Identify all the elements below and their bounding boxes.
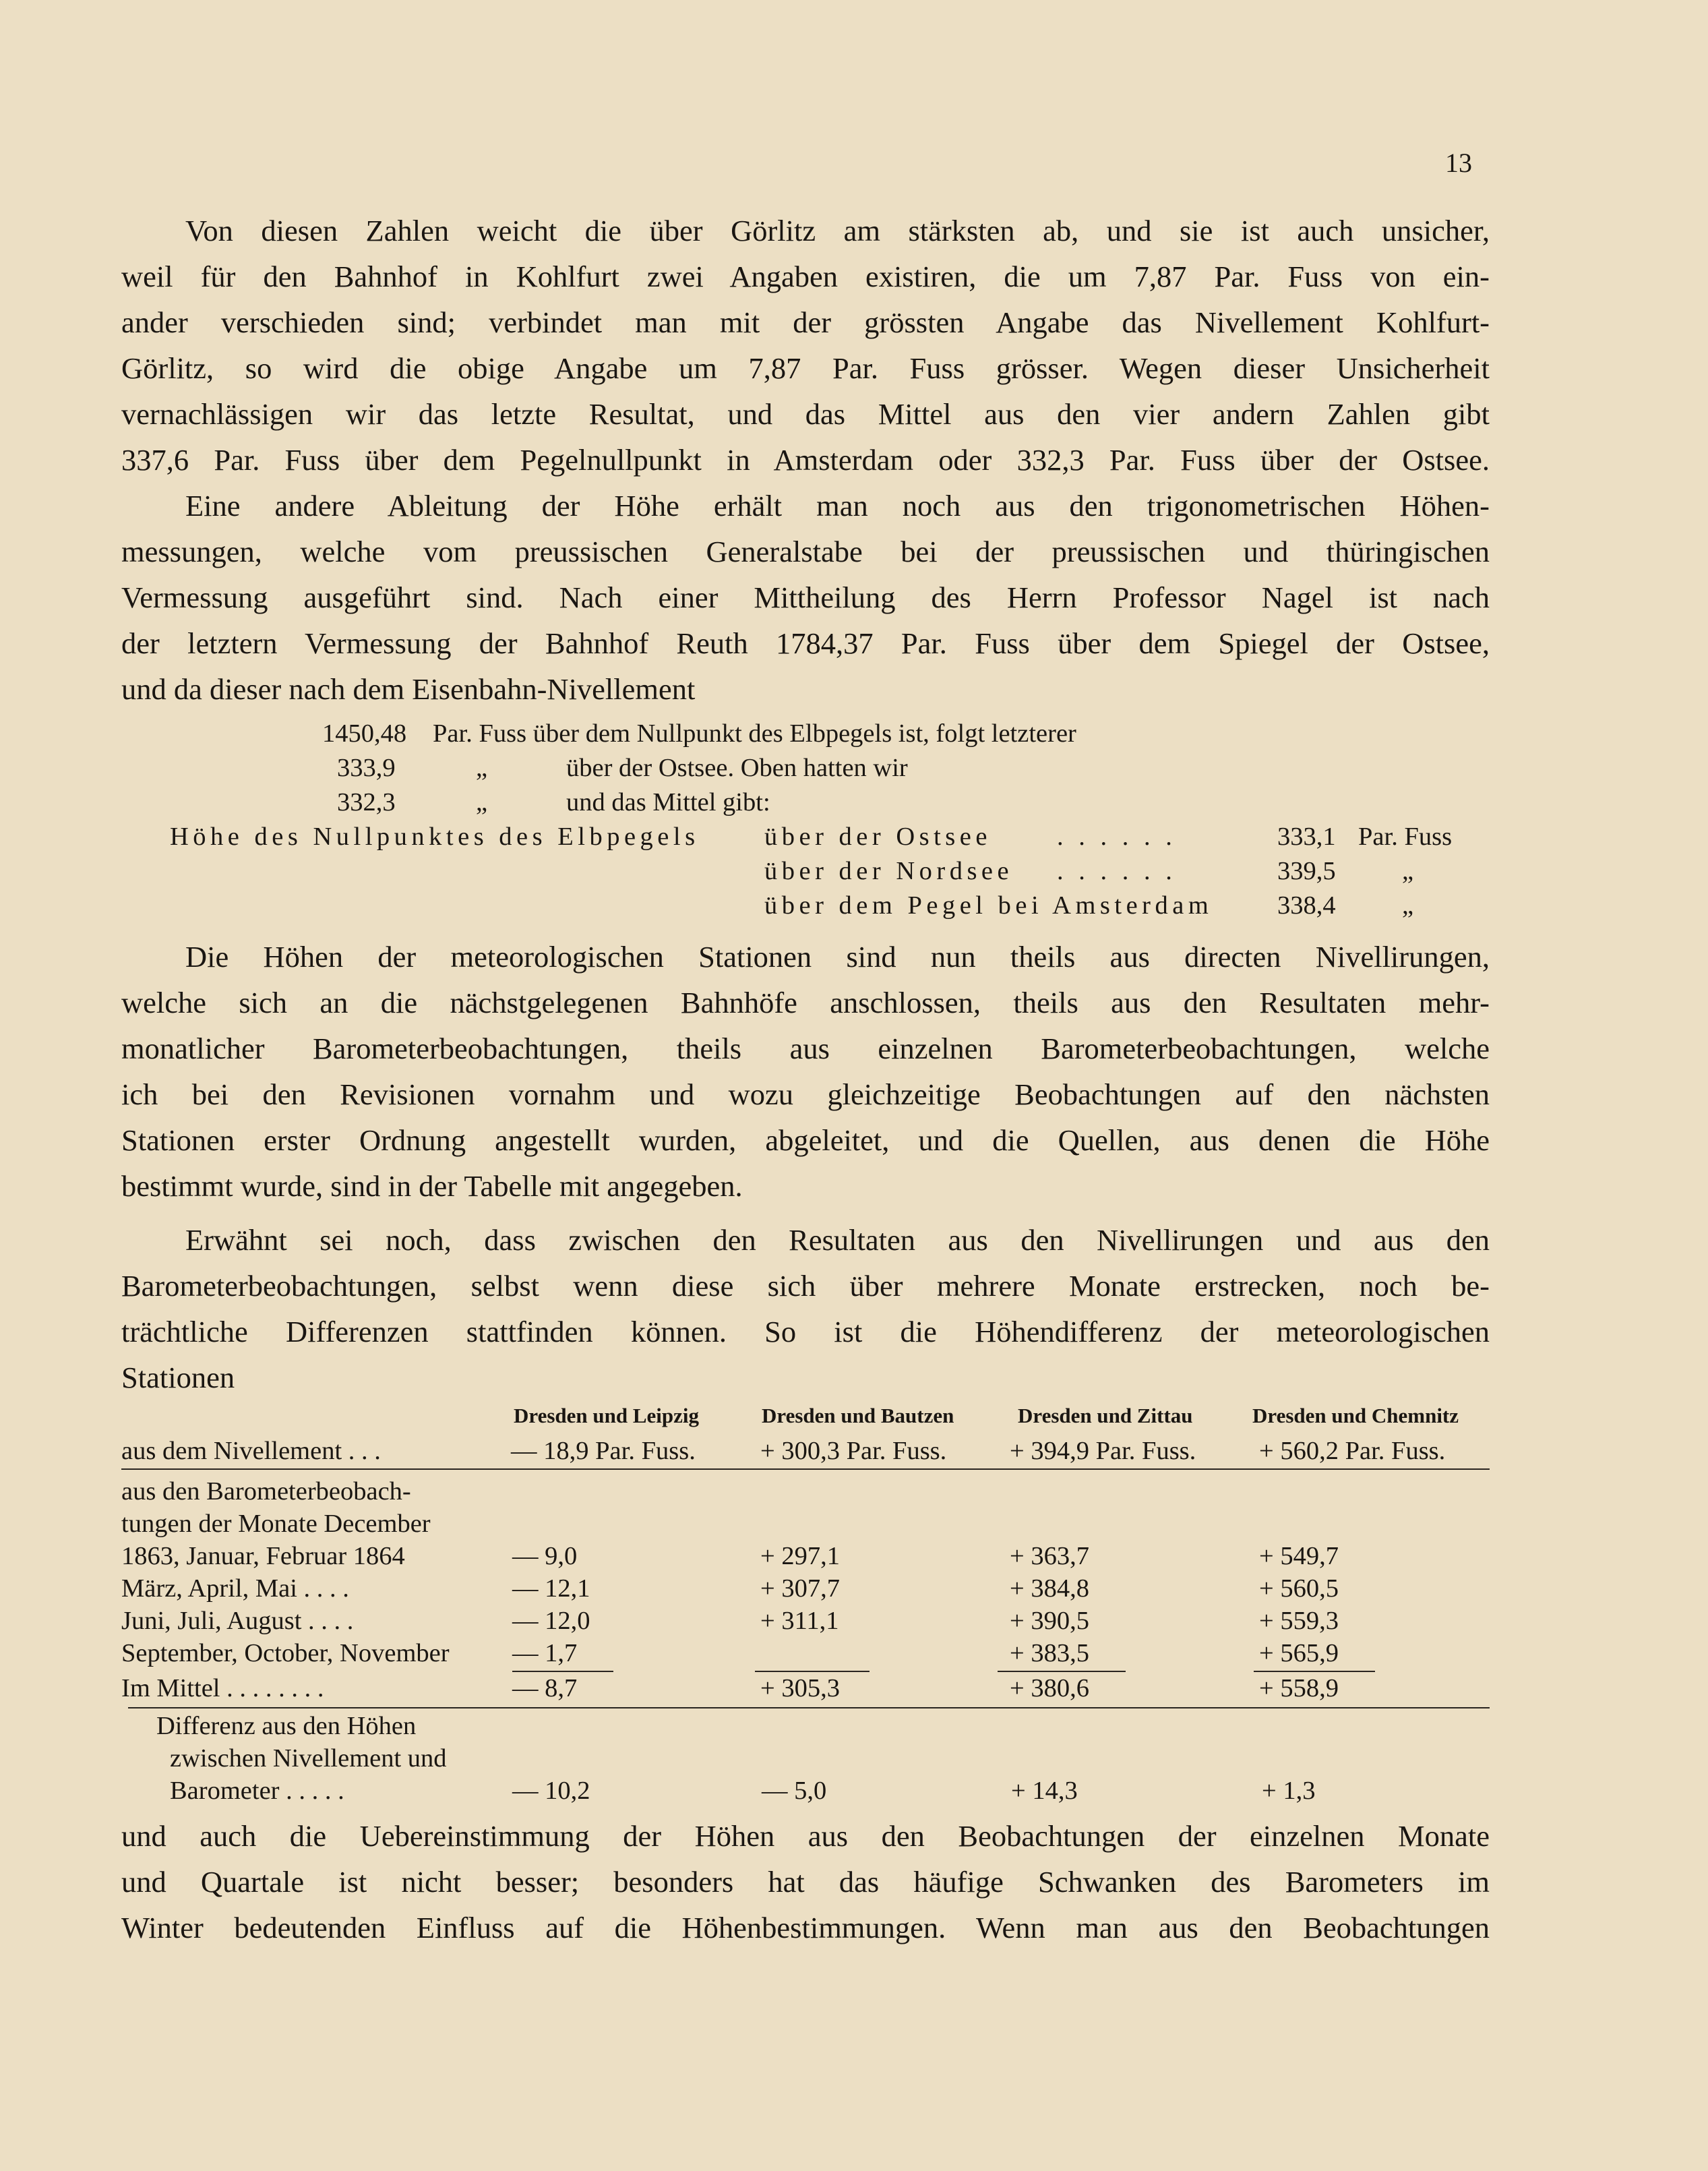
table-cell: + 560,2 Par. Fuss. <box>1259 1437 1446 1465</box>
text-line: ich bei den Revisionen vornahm und wozu gleichzeitige Beobachtungen auf den nächsten <box>121 1077 1490 1111</box>
sum-rule <box>512 1671 613 1672</box>
table-cell: + 297,1 <box>760 1542 840 1570</box>
text-line: Görlitz, so wird die obige Angabe um 7,87 Par. Fuss grösser. Wegen dieser Unsicherheit <box>121 351 1490 385</box>
table-cell: + 383,5 <box>1010 1639 1089 1667</box>
unit: Par. Fuss <box>1358 823 1453 851</box>
paragraph-4 <box>121 1217 1490 1400</box>
row-label: aus den Barometerbeobach- <box>121 1477 411 1506</box>
paragraph-1 <box>121 208 1490 483</box>
sum-rule <box>998 1671 1126 1672</box>
text-line: welche sich an die nächstgelegenen Bahnhöfe anschlossen, theils aus den Resultaten mehr- <box>121 986 1490 1019</box>
ditto-mark: „ <box>476 754 488 782</box>
paragraph-3 <box>121 934 1490 1209</box>
text-line: ander verschieden sind; verbindet man mit der grössten Angabe das Nivellement Kohlfurt- <box>121 305 1490 339</box>
hoehe-label: Höhe des Nullpunktes des Elbpegels <box>170 823 700 851</box>
table-cell: + 311,1 <box>760 1607 839 1635</box>
hoehe-value: 333,1 <box>1277 823 1336 851</box>
paragraph-5 <box>121 1813 1490 1951</box>
text-line: Die Höhen der meteorologischen Stationen sind nun theils aus directen Nivellirungen, <box>185 940 1490 974</box>
row-label: Im Mittel . . . . . . . . <box>121 1674 324 1702</box>
text-line: und Quartale ist nicht besser; besonders hat das häufige Schwanken des Barometers im <box>121 1865 1490 1899</box>
text-line: vernachlässigen wir das letzte Resultat, und das Mittel aus den vier andern Zahlen gibt <box>121 397 1490 431</box>
page-number: 13 <box>1445 148 1472 178</box>
text-line: Von diesen Zahlen weicht die über Görlitz am stärksten ab, und sie ist auch unsicher, <box>185 214 1490 247</box>
table-cell: + 307,7 <box>760 1574 840 1603</box>
table-cell: + 380,6 <box>1010 1674 1089 1702</box>
table-cell: + 394,9 Par. Fuss. <box>1010 1437 1196 1465</box>
row-label: zwischen Nivellement und <box>170 1744 447 1773</box>
table-rule <box>121 1468 1490 1470</box>
row-label: Differenz aus den Höhen <box>156 1712 417 1740</box>
text-line: und da dieser nach dem Eisenbahn-Nivellement <box>121 672 696 706</box>
text-line: der letztern Vermessung der Bahnhof Reuth 1784,37 Par. Fuss über dem Spiegel der Ostsee, <box>121 626 1490 660</box>
text-line: 337,6 Par. Fuss über dem Pegelnullpunkt in Amsterdam oder 332,3 Par. Fuss über der Ostsee. <box>121 443 1490 477</box>
table-cell: + 305,3 <box>760 1674 840 1702</box>
hoehe-row-label: über dem Pegel bei Amsterdam <box>764 891 1213 920</box>
table-cell: + 300,3 Par. Fuss. <box>760 1437 947 1465</box>
text-line: messungen, welche vom preussischen Generalstabe bei der preussischen und thüringischen <box>121 535 1490 568</box>
table-cell: — 8,7 <box>512 1674 578 1702</box>
hoehe-value: 338,4 <box>1277 891 1336 920</box>
table-cell: + 558,9 <box>1259 1674 1339 1702</box>
leader-dots: . . . . . . <box>1057 823 1177 851</box>
table-cell: — 5,0 <box>762 1777 827 1805</box>
table-cell: + 559,3 <box>1259 1607 1339 1635</box>
row-label: tungen der Monate December <box>121 1510 431 1538</box>
calc-number: 1450,48 <box>322 719 407 748</box>
row-label: 1863, Januar, Februar 1864 <box>121 1542 405 1570</box>
table-cell: — 18,9 Par. Fuss. <box>511 1437 696 1465</box>
table-cell: + 560,5 <box>1259 1574 1339 1603</box>
text-line: und auch die Uebereinstimmung der Höhen aus den Beobachtungen der einzelnen Monate <box>121 1819 1490 1853</box>
text-line: monatlicher Barometerbeobachtungen, theils aus einzelnen Barometerbeobachtungen, welche <box>121 1032 1490 1065</box>
row-label: September, October, November <box>121 1639 450 1667</box>
hoehe-value: 339,5 <box>1277 857 1336 885</box>
column-header: Dresden und Bautzen <box>762 1404 954 1427</box>
text-line: Erwähnt sei noch, dass zwischen den Resultaten aus den Nivellirungen und aus den <box>185 1223 1490 1257</box>
table-cell: + 363,7 <box>1010 1542 1089 1570</box>
table-cell: + 565,9 <box>1259 1639 1339 1667</box>
row-label: aus dem Nivellement . . . <box>121 1437 381 1465</box>
text-line: trächtliche Differenzen stattfinden können. So ist die Höhendifferenz der meteorologischen <box>121 1315 1490 1348</box>
leader-dots: . . . . . . <box>1057 857 1177 885</box>
ditto-mark: „ <box>1402 857 1414 885</box>
table-cell: — 9,0 <box>512 1542 578 1570</box>
table-cell: — 10,2 <box>512 1777 590 1805</box>
table-cell: — 12,0 <box>512 1607 590 1635</box>
table-cell: + 14,3 <box>1011 1777 1078 1805</box>
text-line: Winter bedeutenden Einfluss auf die Höhenbestimmungen. Wenn man aus den Beobachtungen <box>121 1911 1490 1944</box>
sum-rule <box>755 1671 870 1672</box>
column-header: Dresden und Zittau <box>1018 1404 1193 1427</box>
ditto-mark: „ <box>1402 891 1414 920</box>
calc-number: 332,3 <box>337 788 396 816</box>
table-cell: + 384,8 <box>1010 1574 1089 1603</box>
row-label: Barometer . . . . . <box>170 1777 344 1805</box>
calc-text: über der Ostsee. Oben hatten wir <box>566 754 908 782</box>
text-line: Vermessung ausgeführt sind. Nach einer Mittheilung des Herrn Professor Nagel ist nach <box>121 581 1490 614</box>
calc-text: Par. Fuss über dem Nullpunkt des Elbpegels ist, folgt letzterer <box>433 719 1076 748</box>
table-rule <box>128 1707 1490 1708</box>
ditto-mark: „ <box>476 788 488 816</box>
column-header: Dresden und Leipzig <box>514 1404 700 1427</box>
text-line: Eine andere Ableitung der Höhe erhält man noch aus den trigonometrischen Höhen- <box>185 489 1490 523</box>
calc-number: 333,9 <box>337 754 396 782</box>
sum-rule <box>1254 1671 1375 1672</box>
table-cell: + 1,3 <box>1262 1777 1316 1805</box>
text-line: bestimmt wurde, sind in der Tabelle mit angegeben. <box>121 1169 743 1203</box>
column-header: Dresden und Chemnitz <box>1252 1404 1459 1427</box>
table-cell: — 1,7 <box>512 1639 578 1667</box>
hoehe-row-label: über der Ostsee <box>764 823 992 851</box>
text-line: Barometerbeobachtungen, selbst wenn diese sich über mehrere Monate erstrecken, noch be- <box>121 1269 1490 1303</box>
row-label: Juni, Juli, August . . . . <box>121 1607 354 1635</box>
table-cell: + 549,7 <box>1259 1542 1339 1570</box>
table-cell: — 12,1 <box>512 1574 590 1603</box>
text-line: Stationen <box>121 1361 235 1394</box>
text-line: weil für den Bahnhof in Kohlfurt zwei Angaben existiren, die um 7,87 Par. Fuss von ein- <box>121 260 1490 293</box>
text-line: Stationen erster Ordnung angestellt wurden, abgeleitet, und die Quellen, aus denen die Höhe <box>121 1123 1490 1157</box>
calc-text: und das Mittel gibt: <box>566 788 770 816</box>
table-cell: + 390,5 <box>1010 1607 1089 1635</box>
row-label: März, April, Mai . . . . <box>121 1574 349 1603</box>
paragraph-2 <box>121 483 1490 712</box>
hoehe-row-label: über der Nordsee <box>764 857 1014 885</box>
